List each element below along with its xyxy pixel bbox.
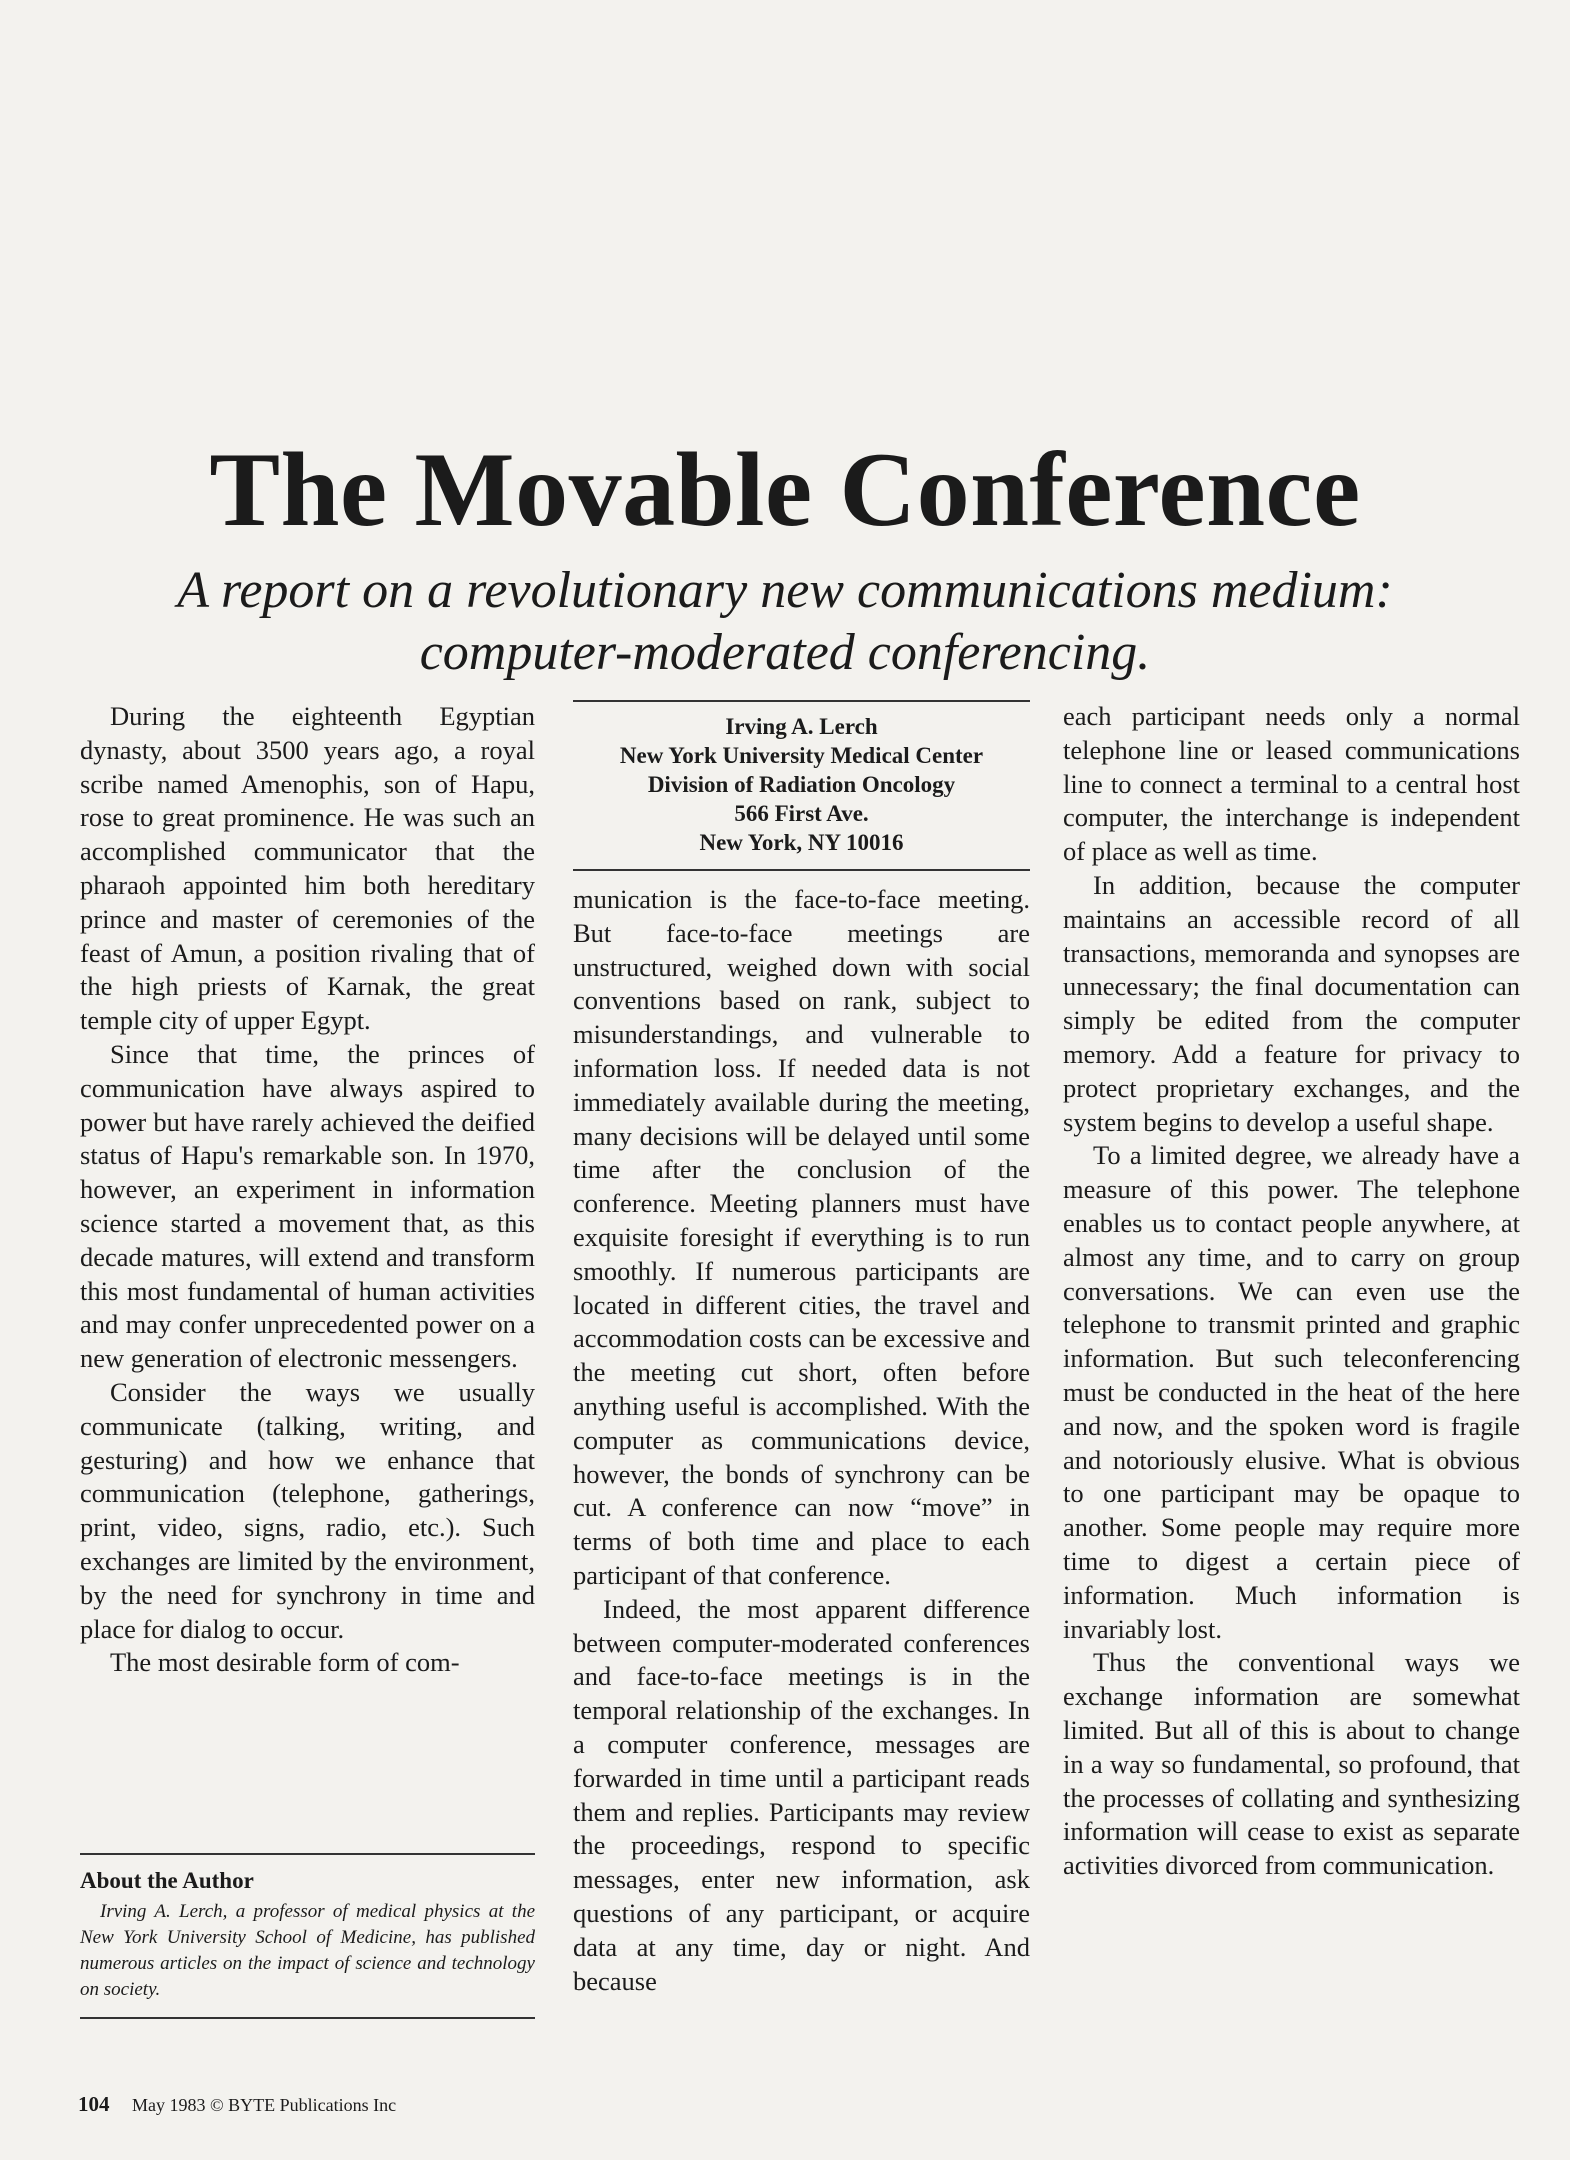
- paragraph: To a limited degree, we already have a measure of this power. The telephone enables us to contact people anywhere, at almost any time, and to carry on group conversations. We can even use the telephone to transmit printed and graphic information. But such teleconferencing must be conducted in the heat of the here and now, and the spoken word is fragile and notoriously elusive. What is obvious to one participant may be opaque to another. Some people may require more time to digest a certain piece of information. Much information is invariably lost.: [1063, 1140, 1520, 1644]
- page-number: 104: [78, 2092, 110, 2116]
- subtitle-line-2: computer-moderated conferencing.: [419, 624, 1151, 681]
- article-title: The Movable Conference: [209, 431, 1361, 548]
- author-affiliation-box: [573, 700, 1030, 871]
- paragraph: During the eighteenth Egyptian dynasty, about 3500 years ago, a royal scribe named Amenophis, son of Hapu, rose to great prominence. He was such an accomplished communicator that the pharaoh appointed him both hereditary prince and master of ceremonies of the feast of Amun, a position rivaling that of the high priests of Karnak, the great temple city of upper Egypt.: [80, 701, 535, 1036]
- column-2: [573, 700, 1030, 1998]
- paragraph: Consider the ways we usually communicate (talking, writing, and gesturing) and how we enhance that communication (telephone, gatherings, print, video, signs, radio, etc.). Such exchanges are limited by the environment, by the need for synchrony in time and place for dialog to occur.: [80, 1376, 535, 1644]
- about-text: Irving A. Lerch, a professor of medical physics at the New York University School of Medicine, has published numerous articles on the impact of science and technology on society.: [80, 1901, 535, 2000]
- author-institution: New York University Medical Center: [619, 743, 984, 768]
- column-1: [80, 700, 535, 1680]
- subtitle-line-1: A report on a revolutionary new communications medium:: [177, 562, 1393, 619]
- paragraph: Thus the conventional ways we exchange information are somewhat limited. But all of this is about to change in a way so fundamental, so profound, that the processes of collating and synthesizing information will cease to exist as separate activities divorced from communication.: [1063, 1647, 1520, 1881]
- paragraph: Since that time, the princes of communication have always aspired to power but have rarely achieved the deified status of Hapu's remarkable son. In 1970, however, an experiment in information science started a movement that, as this decade matures, will extend and transform this most fundamental of human activities and may confer unprecedented power on a new generation of electronic messengers.: [80, 1038, 535, 1374]
- about-heading: About the Author: [80, 1868, 254, 1893]
- author-street: 566 First Ave.: [734, 801, 869, 826]
- author-name: Irving A. Lerch: [725, 714, 878, 739]
- article-subtitle: [60, 560, 1510, 684]
- paragraph: munication is the face-to-face meeting. But face-to-face meetings are unstructured, weighed down with social conventions based on rank, subject to misunderstandings, and vulnerable to information loss. If needed data is not immediately available during the meeting, many decisions will be delayed until some time after the conclusion of the conference. Meeting planners must have exquisite foresight if everything is to run smoothly. If numerous participants are located in different cities, the travel and accommodation costs can be excessive and the meeting cut short, often before anything useful is accomplished. With the computer as communications device, however, the bonds of synchrony can be cut. A conference can now “move” in terms of both time and place to each participant of that conference.: [573, 884, 1030, 1590]
- author-division: Division of Radiation Oncology: [647, 772, 956, 797]
- footer-imprint: May 1983 © BYTE Publications Inc: [132, 2095, 397, 2115]
- paragraph: each participant needs only a normal telephone line or leased communications line to connect a terminal to a central host computer, the interchange is independent of place as well as time.: [1063, 701, 1520, 867]
- paragraph: In addition, because the computer maintains an accessible record of all transactions, memoranda and synopses are unnecessary; the final documentation can simply be edited from the computer memory. Add a feature for privacy to protect proprietary exchanges, and the system begins to develop a useful shape.: [1063, 869, 1520, 1137]
- about-the-author-box: [80, 1853, 535, 2019]
- paragraph: The most desirable form of com-: [110, 1647, 460, 1678]
- author-city: New York, NY 10016: [699, 830, 904, 855]
- column-3: [1063, 700, 1520, 1883]
- paragraph: Indeed, the most apparent difference between computer-moderated conferences and face-to-face meetings is in the temporal relationship of the exchanges. In a computer conference, messages are forwarded in time until a participant reads them and replies. Participants may review the proceedings, respond to specific messages, enter new information, ask questions of any participant, or acquire data at any time, day or night. And because: [573, 1593, 1030, 1996]
- page-footer: [78, 2092, 396, 2117]
